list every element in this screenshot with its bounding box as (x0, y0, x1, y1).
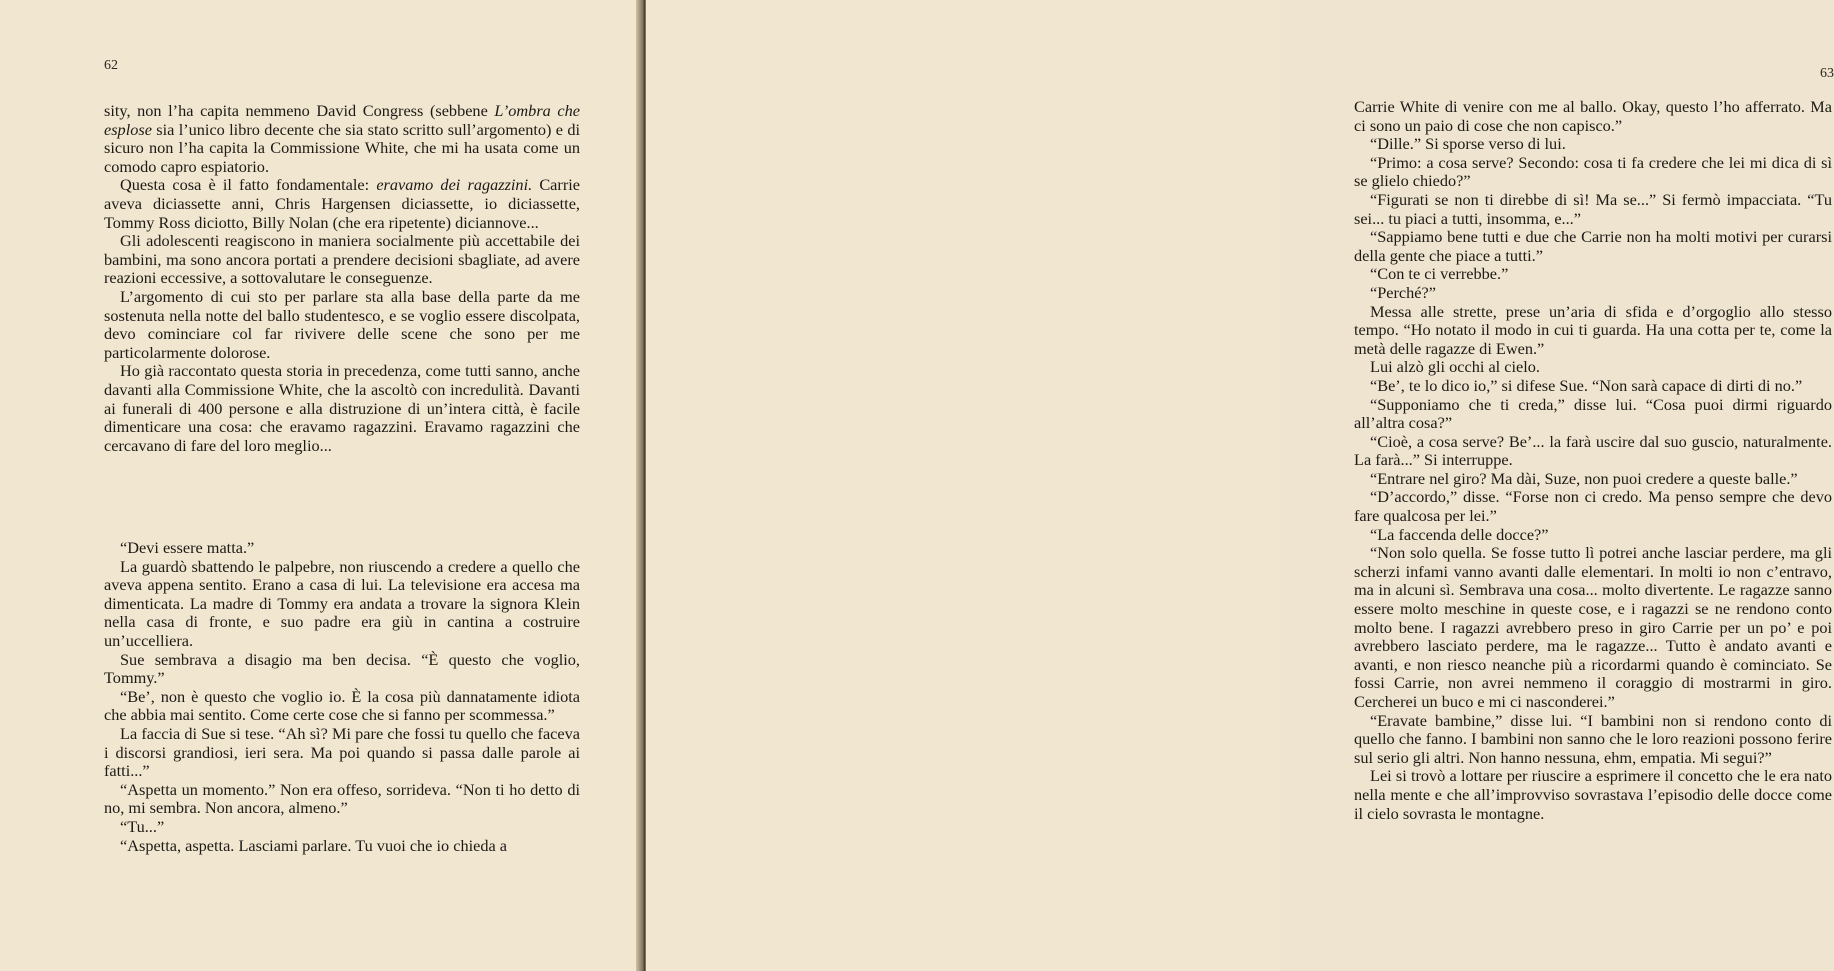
left-page-text-block-2 (104, 539, 580, 855)
left-page (0, 0, 642, 971)
paragraph: “Devi essere matta.” (120, 538, 255, 557)
paragraph: “D’accordo,” disse. “Forse non ci credo. Ma penso sempre che devo fare qualcosa per lei.” (1354, 487, 1832, 526)
page-number-right: 63 (1820, 66, 1834, 81)
paragraph: Ho già raccontato questa storia in precedenza, come tutti sanno, anche davanti alla Commissione White, che la ascoltò con incredulità. Davanti ai funerali di 400 persone e alla distruzione di un’intera città, è facile dimenticare una cosa: che eravamo ragazzini. Eravamo ragazzini che cercavano di fare del loro meglio... (104, 361, 580, 455)
paragraph: L’argomento di cui sto per parlare sta alla base della parte da me sostenuta nella notte del ballo studentesco, e se voglio essere discolpata, devo cominciare col far rivivere delle scene che sono per me particolarmente dolorose. (104, 286, 580, 362)
right-page-text-block (1354, 98, 1832, 823)
paragraph: La faccia di Sue si tese. “Ah sì? Mi pare che fossi tu quello che faceva i discorsi grandiosi, ieri sera. Ma poi quando si passa dalle parole ai fatti...” (104, 723, 580, 781)
paragraph: “Perché?” (1370, 282, 1436, 302)
paragraph: Lei si trovò a lottare per riuscire a esprimere il concetto che le era nato nella mente e che all’improvviso sovrastava l’episodio delle docce come il cielo sovrasta le montagne. (1354, 766, 1832, 823)
page-number-left: 62 (104, 58, 118, 73)
paragraph: “Primo: a cosa serve? Secondo: cosa ti fa credere che lei mi dica di sì se glielo chiedo?” (1354, 152, 1832, 191)
paragraph: La guardò sbattendo le palpebre, non riuscendo a credere a quello che aveva appena sentito. Erano a casa di lui. La televisione era accesa ma dimenticata. La madre di Tommy era andata a trovare la signora Klein nella casa di fronte, e suo padre era giù in cantina a costruire un’uccelliera. (104, 556, 580, 650)
paragraph: sity, non l’ha capita nemmeno David Congress (sebbene L’ombra che esplose sia l’unico libro decente che sia stato scritto sull’argomento) e di sicuro non l’ha capita la Commissione White, che mi ha usata come un comodo capro espiatorio. (104, 101, 580, 176)
left-page-text-block-1 (104, 102, 580, 455)
paragraph: “Dille.” Si sporse verso di lui. (1370, 134, 1566, 154)
paragraph: Questa cosa è il fatto fondamentale: eravamo dei ragazzini. Carrie aveva diciassette anni, Chris Hargensen diciassette, io diciassette, Tommy Ross diciotto, Billy Nolan (che era ripetente) diciannove... (104, 175, 581, 232)
paragraph: “Cioè, a cosa serve? Be’... la farà uscire dal suo guscio, naturalmente. La farà...” Si interruppe. (1354, 431, 1832, 470)
paragraph: Sue sembrava a disagio ma ben decisa. “È questo che voglio, Tommy.” (104, 649, 580, 688)
paragraph: Carrie White di venire con me al ballo. Okay, questo l’ho afferrato. Ma ci sono un paio di cose che non capisco.” (1354, 97, 1832, 135)
paragraph: Lui alzò gli occhi al cielo. (1370, 357, 1540, 377)
paragraph: “Con te ci verrebbe.” (1370, 264, 1509, 284)
paragraph: “Tu...” (120, 816, 165, 836)
paragraph: “Entrare nel giro? Ma dài, Suze, non puoi credere a queste balle.” (1370, 468, 1798, 488)
paragraph: “Figurati se non ti direbbe di sì! Ma se...” Si fermò impacciata. “Tu sei... tu piaci a tutti, insomma, e...” (1354, 189, 1832, 228)
paragraph: “Aspetta, aspetta. Lasciami parlare. Tu vuoi che io chieda a (120, 835, 507, 855)
paragraph: “Aspetta un momento.” Non era offeso, sorrideva. “Non ti ho detto di no, mi sembra. Non ancora, almeno.” (104, 779, 580, 818)
right-page (646, 0, 1834, 971)
paragraph: “Be’, te lo dico io,” si difese Sue. “Non sarà capace di dirti di no.” (1370, 375, 1803, 395)
paragraph: “Non solo quella. Se fosse tutto lì potrei anche lasciar perdere, ma gli scherzi infami vanno avanti dalle elementari. In molti io non c’entravo, ma in alcuni sì. Sembrava una cosa... molto divertente. Le ragazze sanno essere molto meschine in queste cose, e i ragazzi se ne rendono conto molto bene. I ragazzi avrebbero preso in giro Carrie per un po’ e poi avrebbero lasciato perdere, ma le ragazze... Tutto è andato avanti e avanti, e non riesco neanche più a ricordarmi quando è cominciato. Se fossi Carrie, non avrei nemmeno il coraggio di mostrarmi in giro. Cercherei un buco e mi ci nasconderei.” (1354, 543, 1832, 711)
paragraph: “La faccenda delle docce?” (1370, 524, 1549, 544)
paragraph: Messa alle strette, prese un’aria di sfida e d’orgoglio allo stesso tempo. “Ho notato il modo in cui ti guarda. Ha una cotta per te, come la metà delle ragazze di Ewen.” (1354, 301, 1832, 358)
paragraph: “Be’, non è questo che voglio io. È la cosa più dannatamente idiota che abbia mai sentito. Come certe cose che si fanno per scommessa.” (104, 686, 580, 725)
paragraph: “Sappiamo bene tutti e due che Carrie non ha molti motivi per curarsi della gente che piace a tutti.” (1354, 227, 1832, 265)
paragraph: “Eravate bambine,” disse lui. “I bambini non si rendono conto di quello che fanno. I bambini non sanno che le loro reazioni possono ferire sul serio gli altri. Non hanno nessuna, ehm, empatia. Mi segui?” (1354, 710, 1832, 767)
paragraph: “Supponiamo che ti creda,” disse lui. “Cosa puoi dirmi riguardo all’altra cosa?” (1354, 394, 1832, 433)
paragraph: Gli adolescenti reagiscono in maniera socialmente più accettabile dei bambini, ma sono ancora portati a prendere decisioni sbagliate, ad avere reazioni eccessive, a sottovalutare le conseguenze. (104, 231, 580, 288)
